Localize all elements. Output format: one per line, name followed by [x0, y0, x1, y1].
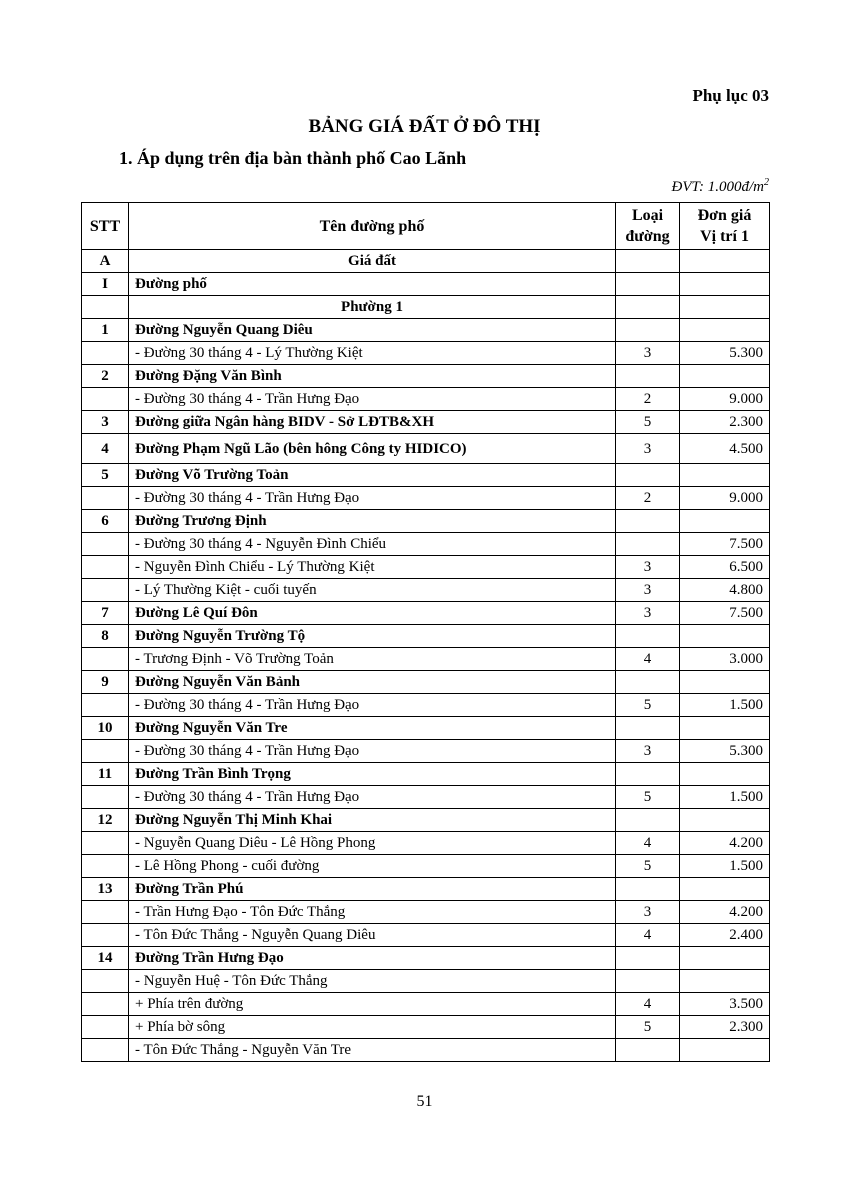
- cell-stt: [82, 993, 129, 1016]
- cell-stt: [82, 694, 129, 717]
- cell-stt: [82, 296, 129, 319]
- cell-unit-price: [680, 510, 770, 533]
- appendix-label: Phụ lục 03: [692, 86, 769, 105]
- table-row: [82, 388, 770, 411]
- cell-stt: [82, 786, 129, 809]
- table-row: [82, 901, 770, 924]
- header-unit-price: [680, 203, 770, 250]
- cell-road-type: 4: [616, 993, 680, 1016]
- cell-street-name: - Nguyễn Đình Chiểu - Lý Thường Kiệt: [129, 556, 616, 579]
- unit-superscript: 2: [764, 177, 769, 188]
- cell-road-type: [616, 250, 680, 273]
- cell-unit-price: 3.000: [680, 648, 770, 671]
- table-row: [82, 510, 770, 533]
- page-number: 51: [416, 1093, 433, 1110]
- table-row: [82, 924, 770, 947]
- cell-stt: [82, 740, 129, 763]
- table-row: [82, 694, 770, 717]
- header-road-type-line1: Loại: [631, 207, 664, 224]
- unit-text: ĐVT: 1.000đ/m: [671, 179, 764, 195]
- cell-unit-price: [680, 809, 770, 832]
- cell-unit-price: 1.500: [680, 855, 770, 878]
- cell-road-type: 4: [616, 924, 680, 947]
- cell-road-type: 3: [616, 579, 680, 602]
- cell-road-type: 3: [616, 556, 680, 579]
- cell-road-type: [616, 809, 680, 832]
- cell-road-type: 3: [616, 434, 680, 464]
- cell-stt: 8: [82, 625, 129, 648]
- cell-stt: [82, 855, 129, 878]
- cell-street-name: - Lý Thường Kiệt - cuối tuyến: [129, 579, 616, 602]
- cell-unit-price: [680, 319, 770, 342]
- cell-unit-price: [680, 250, 770, 273]
- cell-stt: [82, 648, 129, 671]
- cell-unit-price: 7.500: [680, 602, 770, 625]
- cell-road-type: [616, 296, 680, 319]
- cell-unit-price: 4.200: [680, 832, 770, 855]
- cell-road-type: [616, 273, 680, 296]
- table-row: [82, 1016, 770, 1039]
- cell-road-type: [616, 878, 680, 901]
- cell-street-name: Đường giữa Ngân hàng BIDV - Sở LĐTB&XH: [129, 411, 616, 434]
- header-street-name: Tên đường phố: [129, 203, 616, 250]
- table-body: [82, 250, 770, 1062]
- cell-road-type: 5: [616, 411, 680, 434]
- cell-unit-price: 4.800: [680, 579, 770, 602]
- cell-road-type: [616, 625, 680, 648]
- cell-street-name: Đường Trần Hưng Đạo: [129, 947, 616, 970]
- cell-stt: 13: [82, 878, 129, 901]
- cell-road-type: [616, 1039, 680, 1062]
- cell-street-name: Đường Trần Phú: [129, 878, 616, 901]
- table-row: [82, 487, 770, 510]
- cell-stt: 5: [82, 464, 129, 487]
- table-row: [82, 786, 770, 809]
- header-road-type-line2: đường: [625, 228, 670, 245]
- cell-unit-price: 1.500: [680, 694, 770, 717]
- cell-street-name: - Nguyễn Quang Diêu - Lê Hồng Phong: [129, 832, 616, 855]
- table-row: [82, 855, 770, 878]
- cell-unit-price: [680, 273, 770, 296]
- cell-street-name: Đường Nguyễn Trường Tộ: [129, 625, 616, 648]
- table-header-row: [82, 203, 770, 250]
- cell-stt: [82, 970, 129, 993]
- cell-stt: [82, 342, 129, 365]
- cell-street-name: + Phía trên đường: [129, 993, 616, 1016]
- cell-unit-price: 7.500: [680, 533, 770, 556]
- cell-street-name: - Đường 30 tháng 4 - Lý Thường Kiệt: [129, 342, 616, 365]
- cell-stt: [82, 924, 129, 947]
- cell-street-name: Đường Nguyễn Thị Minh Khai: [129, 809, 616, 832]
- table-row: [82, 434, 770, 464]
- cell-unit-price: [680, 878, 770, 901]
- table-row: [82, 970, 770, 993]
- cell-stt: [82, 1016, 129, 1039]
- cell-street-name: - Đường 30 tháng 4 - Trần Hưng Đạo: [129, 487, 616, 510]
- table-row: [82, 763, 770, 786]
- cell-unit-price: [680, 947, 770, 970]
- cell-street-name: - Đường 30 tháng 4 - Trần Hưng Đạo: [129, 388, 616, 411]
- cell-street-name: Đường Phạm Ngũ Lão (bên hông Công ty HIDICO): [129, 434, 616, 464]
- cell-street-name: Đường Đặng Văn Bình: [129, 365, 616, 388]
- land-price-table: [81, 202, 770, 1062]
- table-row: [82, 296, 770, 319]
- cell-stt: 12: [82, 809, 129, 832]
- cell-unit-price: [680, 365, 770, 388]
- table-row: [82, 947, 770, 970]
- cell-unit-price: [680, 464, 770, 487]
- cell-unit-price: [680, 763, 770, 786]
- unit-note: [671, 177, 769, 196]
- cell-stt: I: [82, 273, 129, 296]
- cell-street-name: Phường 1: [129, 296, 616, 319]
- cell-unit-price: 2.400: [680, 924, 770, 947]
- cell-stt: 10: [82, 717, 129, 740]
- cell-road-type: 5: [616, 694, 680, 717]
- cell-stt: 1: [82, 319, 129, 342]
- cell-stt: 9: [82, 671, 129, 694]
- cell-unit-price: 5.300: [680, 740, 770, 763]
- cell-road-type: 2: [616, 388, 680, 411]
- cell-stt: 3: [82, 411, 129, 434]
- cell-stt: [82, 487, 129, 510]
- cell-unit-price: [680, 625, 770, 648]
- table-row: [82, 365, 770, 388]
- cell-road-type: [616, 763, 680, 786]
- cell-road-type: 3: [616, 740, 680, 763]
- cell-road-type: [616, 319, 680, 342]
- cell-road-type: [616, 970, 680, 993]
- cell-stt: 2: [82, 365, 129, 388]
- cell-unit-price: [680, 1039, 770, 1062]
- cell-stt: [82, 556, 129, 579]
- table-row: [82, 319, 770, 342]
- cell-unit-price: [680, 970, 770, 993]
- cell-stt: 6: [82, 510, 129, 533]
- cell-stt: [82, 533, 129, 556]
- table-row: [82, 878, 770, 901]
- cell-stt: [82, 832, 129, 855]
- cell-stt: [82, 1039, 129, 1062]
- cell-street-name: - Đường 30 tháng 4 - Trần Hưng Đạo: [129, 786, 616, 809]
- cell-unit-price: 9.000: [680, 487, 770, 510]
- table-row: [82, 602, 770, 625]
- cell-stt: 11: [82, 763, 129, 786]
- table-row: [82, 740, 770, 763]
- cell-road-type: 4: [616, 648, 680, 671]
- cell-street-name: - Đường 30 tháng 4 - Nguyễn Đình Chiểu: [129, 533, 616, 556]
- cell-street-name: - Nguyễn Huệ - Tôn Đức Thắng: [129, 970, 616, 993]
- cell-road-type: 4: [616, 832, 680, 855]
- cell-unit-price: 5.300: [680, 342, 770, 365]
- header-road-type: [616, 203, 680, 250]
- table-row: [82, 556, 770, 579]
- cell-road-type: 2: [616, 487, 680, 510]
- header-unit-price-line2: Vị trí 1: [700, 228, 749, 245]
- table-row: [82, 1039, 770, 1062]
- cell-unit-price: 4.500: [680, 434, 770, 464]
- table-row: [82, 625, 770, 648]
- table-row: [82, 533, 770, 556]
- table-row: [82, 809, 770, 832]
- cell-road-type: [616, 533, 680, 556]
- cell-street-name: Đường Lê Quí Đôn: [129, 602, 616, 625]
- cell-unit-price: [680, 717, 770, 740]
- cell-street-name: Đường Nguyễn Văn Tre: [129, 717, 616, 740]
- cell-street-name: - Trương Định - Võ Trường Toản: [129, 648, 616, 671]
- table-row: [82, 993, 770, 1016]
- cell-street-name: - Tôn Đức Thắng - Nguyễn Văn Tre: [129, 1039, 616, 1062]
- cell-street-name: - Đường 30 tháng 4 - Trần Hưng Đạo: [129, 694, 616, 717]
- cell-unit-price: [680, 671, 770, 694]
- page-title: BẢNG GIÁ ĐẤT Ở ĐÔ THỊ: [308, 116, 541, 137]
- cell-road-type: [616, 671, 680, 694]
- cell-road-type: [616, 365, 680, 388]
- table-row: [82, 671, 770, 694]
- cell-street-name: Đường Nguyễn Văn Bảnh: [129, 671, 616, 694]
- cell-road-type: [616, 947, 680, 970]
- cell-road-type: [616, 464, 680, 487]
- table-row: [82, 717, 770, 740]
- cell-road-type: 5: [616, 1016, 680, 1039]
- header-stt: STT: [82, 203, 129, 250]
- cell-street-name: Đường Võ Trường Toản: [129, 464, 616, 487]
- cell-unit-price: 2.300: [680, 411, 770, 434]
- cell-street-name: Đường Trần Bình Trọng: [129, 763, 616, 786]
- cell-unit-price: 9.000: [680, 388, 770, 411]
- cell-street-name: Đường Nguyễn Quang Diêu: [129, 319, 616, 342]
- cell-road-type: 3: [616, 342, 680, 365]
- table-row: [82, 832, 770, 855]
- table-row: [82, 648, 770, 671]
- cell-unit-price: 4.200: [680, 901, 770, 924]
- cell-unit-price: 2.300: [680, 1016, 770, 1039]
- cell-stt: A: [82, 250, 129, 273]
- cell-stt: 14: [82, 947, 129, 970]
- cell-street-name: - Lê Hồng Phong - cuối đường: [129, 855, 616, 878]
- cell-stt: 4: [82, 434, 129, 464]
- cell-unit-price: 3.500: [680, 993, 770, 1016]
- cell-street-name: - Đường 30 tháng 4 - Trần Hưng Đạo: [129, 740, 616, 763]
- cell-street-name: - Trần Hưng Đạo - Tôn Đức Thắng: [129, 901, 616, 924]
- cell-stt: [82, 579, 129, 602]
- cell-street-name: Đường Trương Định: [129, 510, 616, 533]
- table-row: [82, 250, 770, 273]
- cell-street-name: + Phía bờ sông: [129, 1016, 616, 1039]
- table-row: [82, 579, 770, 602]
- cell-road-type: [616, 510, 680, 533]
- cell-unit-price: [680, 296, 770, 319]
- table-row: [82, 411, 770, 434]
- cell-road-type: 5: [616, 786, 680, 809]
- cell-stt: 7: [82, 602, 129, 625]
- cell-stt: [82, 388, 129, 411]
- table-row: [82, 273, 770, 296]
- cell-street-name: - Tôn Đức Thắng - Nguyễn Quang Diêu: [129, 924, 616, 947]
- cell-street-name: Giá đất: [129, 250, 616, 273]
- cell-road-type: 3: [616, 901, 680, 924]
- table-row: [82, 342, 770, 365]
- cell-stt: [82, 901, 129, 924]
- cell-unit-price: 1.500: [680, 786, 770, 809]
- cell-road-type: [616, 717, 680, 740]
- cell-street-name: Đường phố: [129, 273, 616, 296]
- cell-road-type: 5: [616, 855, 680, 878]
- header-unit-price-line1: Đơn giá: [697, 207, 752, 224]
- section-title: 1. Áp dụng trên địa bàn thành phố Cao Lãnh: [119, 148, 467, 168]
- cell-unit-price: 6.500: [680, 556, 770, 579]
- table-row: [82, 464, 770, 487]
- cell-road-type: 3: [616, 602, 680, 625]
